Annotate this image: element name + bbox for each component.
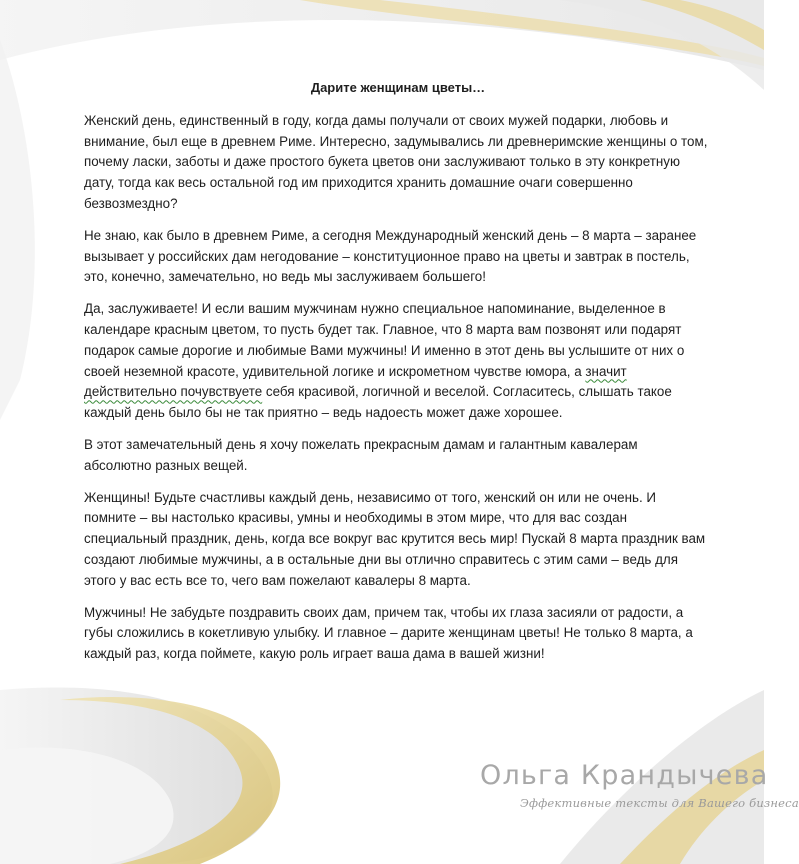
paragraph-6: Мужчины! Не забудьте поздравить своих дам, причем так, чтобы их глаза засияли от радости, а губы сложились в кокетливую улыбку. И главное – дарите женщинам цветы! Не только 8 марта, а каждый раз, когда поймете, какую роль играет ваша дама в вашей жизни! (84, 604, 693, 662)
paragraph-3-text-end: себя красивой, логичной и веселой. Согласитесь, слышать такое каждый день было бы не так приятно – ведь надоесть может даже хорошее. (84, 384, 672, 421)
paragraph-5: Женщины! Будьте счастливы каждый день, независимо от того, женский он или не очень. И помните – вы настолько красивы, умны и необходимы в этом мире, что для вас создан специальный праздник, день, когда все вокруг вас крутится весь мир! Пускай 8 марта праздник вам создают любимые мужчины, а в остальные дни вы отлично справитесь с этим сами – ведь для этого у вас есть все то, чего вам пожелают кавалеры 8 марта. (84, 489, 706, 588)
spellcheck-marked-text: значит действительно почувствуете (84, 363, 627, 400)
paragraph-4: В этот замечательный день я хочу пожелать прекрасным дамам и галантным кавалерам абсолютно разных вещей. (84, 436, 638, 473)
author-tagline: Эффективные тексты для Вашего бизнеса (520, 796, 799, 810)
document-title: Дарите женщинам цветы… (310, 80, 486, 95)
paragraph-3-text-start: Да, заслуживаете! И если вашим мужчинам нужно специальное напоминание, выделенное в календаре красным цветом, то пусть будет так. Главное, что 8 марта вам позвонят или подарят подарок самые дорогие и любимые Вами мужчины! И именно в этот день вы услышите от них о своей неземной красоте, удивительной логике и искрометном чувстве юмора, а (84, 301, 685, 379)
author-name: Ольга Крандычева (480, 760, 769, 791)
document-body (84, 78, 708, 676)
paragraph-3 (84, 299, 708, 424)
paragraph-2: Не знаю, как было в древнем Риме, а сегодня Международный женский день – 8 марта – заранее вызывает у российских дам негодование – конституционное право на цветы и завтрак в постель, это, конечно, замечательно, но ведь мы заслуживаем большего! (84, 227, 697, 285)
paragraph-1: Женский день, единственный в году, когда дамы получали от своих мужей подарки, любовь и внимание, был еще в древнем Риме. Интересно, задумывались ли древнеримские женщины о том, почему ласки, заботы и даже простого букета цветов они заслуживают только в эту конкретную дату, тогда как весь остальной год им приходится хранить домашние очаги совершенно безвозмездно? (84, 112, 708, 211)
left-grey-swoosh (0, 40, 35, 420)
